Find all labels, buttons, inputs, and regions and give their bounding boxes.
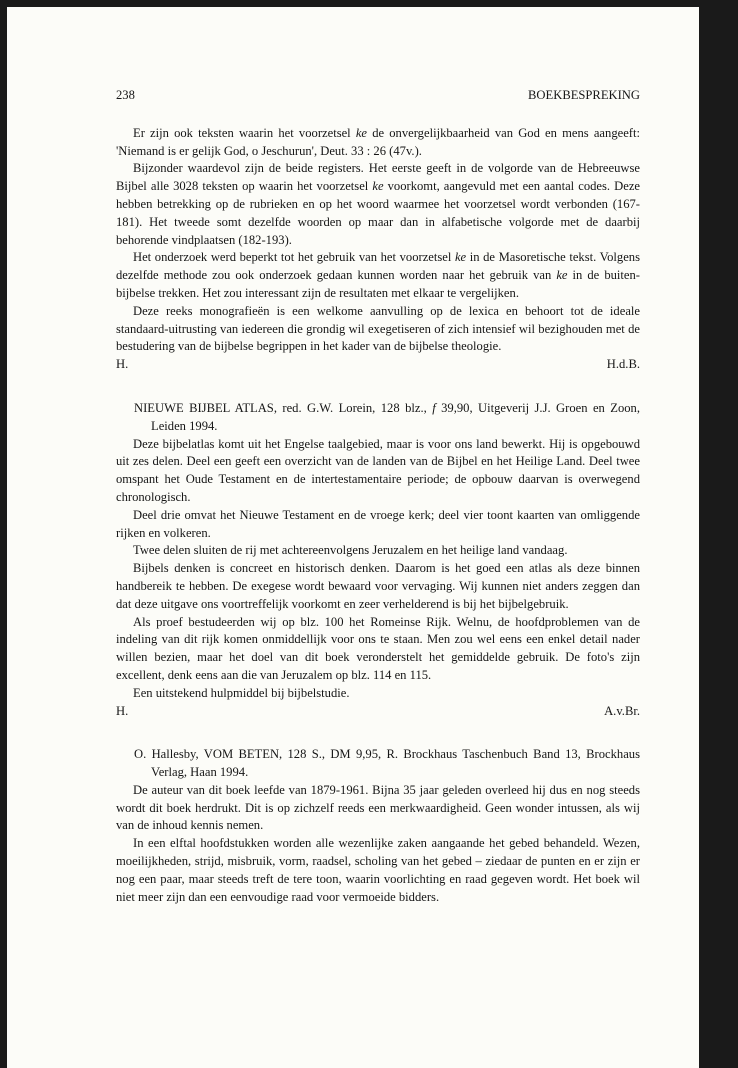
page-number: 238	[116, 88, 135, 102]
review1-paragraph-4: Deze reeks monografieën is een welkome aanvulling op de lexica en behoort tot de ideale standaard-uitrusting van iedereen die grondig wil exegetiseren of zich intensief wil bezighouden met de bestudering van de bijbelse begrippen in het kader van de bijbelse theologie.	[116, 303, 640, 354]
signature-left: H.	[116, 703, 129, 718]
running-title: BOEKBESPREKING	[528, 88, 640, 102]
signature-right: A.v.Br.	[604, 703, 640, 718]
page-content	[116, 87, 640, 906]
review2-paragraph: Bijbels denken is concreet en historisch denken. Daarom is het goed een atlas als deze binnen handbereik te hebben. De exegese wordt bewaard voor vervaging. Wij kunnen niet anders zeggen dan dat deze uitgave ons voortreffelijk voorkomt en zeer verhelderend is bij het bijbelgebruik.	[116, 561, 640, 611]
review1-paragraph-2: Bijzonder waardevol zijn de beide registers. Het eerste geeft in de volgorde van de Hebreeuwse Bijbel alle 3028 teksten op waarin het voorzetsel ke voorkomt, aangevuld met een aantal codes. Deze hebben betrekking op de rubrieken en op het woord waarmee het voorzetsel wordt verbonden (167-181). Het tweede somt dezelfde woorden op maar dan in alfabetische volgorde met de daarbij behorende vindplaatsen (182-193).	[116, 161, 640, 247]
review3-paragraph: De auteur van dit boek leefde van 1879-1961. Bijna 35 jaar geleden overleed hij dus en nog steeds wordt dit boek herdrukt. Dit is op zichzelf reeds een merkwaardigheid. Geen wonder intussen, als wij van de inhoud kennis nemen.	[116, 782, 640, 833]
review3-paragraph: In een elftal hoofdstukken worden alle wezenlijke zaken aangaande het gebed behandeld. Wezen, moeilijkheden, strijd, misbruik, vorm, raadsel, scholing van het gebed – ziedaar de punten en er zijn er nog een paar, maar steeds treft de tere toon, waarin voorlichting en raad gegeven wordt. Het boek wil niet meer zijn dan een eenvoudige raad voor vermoeide bidders.	[116, 836, 640, 904]
review1-signature	[116, 356, 640, 374]
review2-book-reference: NIEUWE BIJBEL ATLAS, red. G.W. Lorein, 128 blz., f 39,90, Uitgeverij J.J. Groen en Zoon, Leiden 1994.	[134, 400, 640, 433]
scanned-page	[7, 7, 699, 1068]
signature-left: H.	[116, 357, 129, 372]
review2-signature	[116, 703, 640, 721]
review2-paragraph: Twee delen sluiten de rij met achtereenvolgens Jeruzalem en het heilige land vandaag.	[133, 543, 568, 558]
review2-paragraph: Deze bijbelatlas komt uit het Engelse taalgebied, maar is voor ons land bewerkt. Hij is opgebouwd uit zes delen. Deel een geeft een overzicht van de landen van de Bijbel en het Heilige Land. Deel twee omspant het Oude Testament en de intertestamentaire periode; de opbouw daarvan is overwegend chronologisch.	[116, 436, 640, 504]
review2-paragraph: Een uitstekend hulpmiddel bij bijbelstudie.	[133, 685, 350, 700]
review1-paragraph-3: Het onderzoek werd beperkt tot het gebruik van het voorzetsel ke in de Masoretische tekst. Volgens dezelfde methode zou ook onderzoek gedaan kunnen worden naar het gebruik van ke in de buiten-bijbelse trekken. Het zou interessant zijn de resultaten met elkaar te vergelijken.	[116, 250, 640, 300]
review3-book-reference: O. Hallesby, VOM BETEN, 128 S., DM 9,95, R. Brockhaus Taschenbuch Band 13, Brockhaus Verlag, Haan 1994.	[134, 747, 640, 780]
review2-paragraph: Als proef bestudeerden wij op blz. 100 het Romeinse Rijk. Welnu, de hoofdproblemen van de indeling van dit rijk komen onmiddellijk voor ons te staan. Men zou wel eens een enkel detail nader willen bezien, maar het doel van dit boek veronderstelt het gemiddelde gebruik. De foto's zijn excellent, denk eens aan die van Jeruzalem op blz. 114 en 115.	[116, 614, 640, 682]
signature-right: H.d.B.	[606, 357, 640, 372]
review2-paragraph: Deel drie omvat het Nieuwe Testament en de vroege kerk; deel vier toont kaarten van omliggende rijken en volkeren.	[116, 507, 640, 540]
running-header	[116, 87, 640, 105]
review1-paragraph-1: Er zijn ook teksten waarin het voorzetsel ke de onvergelijkbaarheid van God en mens aangeeft: 'Niemand is er gelijk God, o Jeschurun', Deut. 33 : 26 (47v.).	[116, 125, 640, 158]
